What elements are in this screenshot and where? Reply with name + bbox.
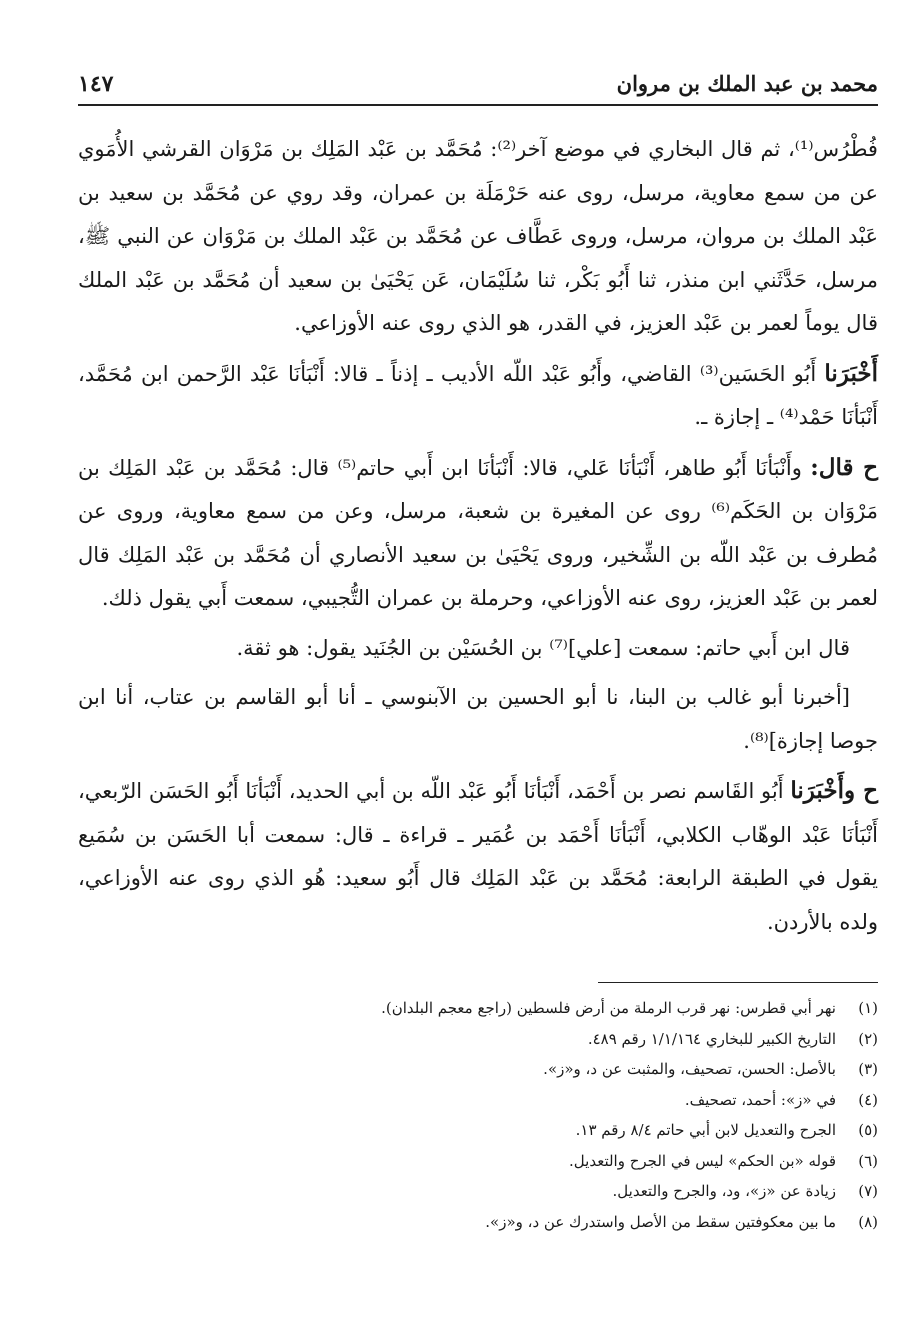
paragraph-text: وأَنْبَأنَا أَبُو طاهر، أَنْبَأنَا عَلي، قالا: أَنْبَأنَا ابن أَبي حاتم⁽⁵⁾ قال: مُحَمَّد بن عَبْد المَلِك بن مَرْوَان بن الحَكَم⁽⁶⁾ روى عن المغيرة بن شعبة، مرسل، وعن من سمع معاوية، وروى عن مُطرف بن عَبْد اللّه بن الشِّخير، وروى يَحْيَىٰ بن سعيد الأنصاري أن مُحَمَّد بن عَبْد المَلِك قال لعمر بن عَبْد العزيز، روى عنه الأوزاعي، وحرملة بن عمران التُّجيبي، سمعت أَبي يقول ذلك.: [78, 455, 879, 610]
footnote-rule: [381, 982, 878, 1237]
footnote-number: (٧): [858, 1182, 878, 1200]
footnote-number: (١): [858, 999, 878, 1017]
footnote-list: [78, 993, 878, 1237]
paragraph-text: أَبُو القَاسم نصر بن أَحْمَد، أَنْبَأنَا أَبُو عَبْد اللّه بن أبي الحديد، أَنْبَأنَا أَبُو الحَسَن الرّبعي، أَنْبَأنَا عَبْد الوهّاب الكلابي، أَنْبَأنَا أَحْمَد بن عُمَير ـ قراءة ـ قال: سمعت أبا الحَسَن بن سُمَيع يقول في الطبقة الرابعة: مُحَمَّد بن عَبْد المَلِك قال أَبُو سعيد: هُو الذي روى عنه الأوزاعي، ولده بالأردن.: [78, 779, 878, 934]
paragraph-6: [78, 769, 878, 944]
paragraph-text: فُطْرُس⁽¹⁾، ثم قال البخاري في موضع آخر⁽²⁾: مُحَمَّد بن عَبْد المَلِك بن مَرْوَان القرشي الأُمَوي عن من سمع معاوية، مرسل، روى عنه حَرْمَلَة بن عمران، وقد روي عن مُحَمَّد بن سعيد بن عَبْد الملك بن مروان، مرسل، وروى عَطَّاف عن مُحَمَّد بن عَبْد الملك بن مَرْوَان عن النبي ﷺ، مرسل، حَدَّثَني ابن منذر، ثنا أَبُو بَكْر، ثنا سُلَيْمَان، عَن يَحْيَىٰ بن سعيد أن مُحَمَّد بن عَبْد الملك قال يوماً لعمر بن عَبْد العزيز، في القدر، هو الذي روى عنه الأوزاعي.: [78, 137, 878, 335]
paragraph-5: [78, 676, 878, 763]
footnote-text: ما بين معكوفتين سقط من الأصل واستدرك عن د، و«ز».: [485, 1212, 836, 1231]
footnote-number: (٤): [858, 1090, 878, 1109]
footnote-number: (٥): [858, 1121, 878, 1139]
footnote: [78, 1146, 878, 1177]
footnote-text: قوله «بن الحكم» ليس في الجرح والتعديل.: [569, 1151, 836, 1170]
footnote: [78, 1085, 878, 1116]
footnote-text: بالأصل: الحسن، تصحيف، والمثبت عن د، و«ز».: [543, 1060, 836, 1078]
footnote: [78, 1054, 878, 1085]
paragraph-text: [أخبرنا أبو غالب بن البنا، نا أبو الحسين بن الآبنوسي ـ أنا أبو القاسم بن عتاب، أنا ابن جوصا إجازة]⁽⁸⁾.: [78, 685, 878, 753]
paragraph-lead: ح وأَخْبَرَنا: [790, 777, 878, 804]
header-title: محمد بن عبد الملك بن مروان: [616, 71, 878, 96]
paragraph-text: قال ابن أَبي حاتم: سمعت [علي]⁽⁷⁾ بن الحُسَيْن بن الجُنَيد يقول: هو ثقة.: [236, 635, 850, 660]
footnote-text: زيادة عن «ز»، ود، والجرح والتعديل.: [612, 1182, 836, 1200]
footnote-text: في «ز»: أحمد، تصحيف.: [684, 1090, 836, 1109]
footnote-text: نهر أبي قطرس: نهر قرب الرملة من أرض فلسطين (راجع معجم البلدان).: [381, 999, 836, 1017]
footnote: [78, 993, 878, 1024]
page-number: ١٤٧: [78, 71, 114, 97]
paragraph-4: [78, 627, 878, 671]
footnote: [78, 1115, 878, 1146]
footnote-text: التاريخ الكبير للبخاري ١/١/١٦٤ رقم ٤٨٩.: [587, 1029, 836, 1048]
footnote: [78, 1176, 878, 1207]
footnote-number: (٣): [858, 1060, 878, 1078]
main-text: [78, 128, 878, 944]
paragraph-text: أَبُو الحَسَين⁽³⁾ القاضي، وأَبُو عَبْد اللّه الأديب ـ إذناً ـ قالا: أَنْبَأنَا عَبْد الرَّحمن ابن مُحَمَّد، أَنْبَأنَا حَمْد⁽⁴⁾ ـ إجازة ـ.: [78, 361, 878, 429]
paragraph-1: [78, 128, 878, 346]
footnote-number: (٨): [858, 1212, 878, 1231]
footnote: [78, 1024, 878, 1055]
footnote-text: الجرح والتعديل لابن أبي حاتم ٨/٤ رقم ١٣.: [575, 1121, 836, 1139]
paragraph-2: [78, 352, 878, 440]
paragraph-lead: أَخْبَرَنا: [824, 359, 878, 387]
book-page: [78, 70, 878, 1237]
paragraph-3: [78, 446, 878, 621]
running-header: [78, 70, 878, 106]
footnote: [78, 1207, 878, 1238]
footnote-number: (٦): [858, 1151, 878, 1170]
footnote-number: (٢): [858, 1029, 878, 1048]
paragraph-lead: ح قال:: [810, 453, 878, 481]
